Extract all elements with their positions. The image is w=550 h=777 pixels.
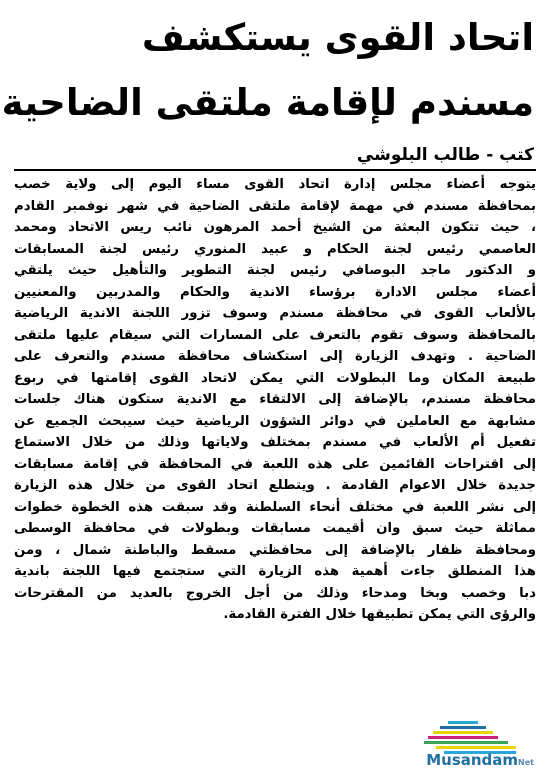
- body-line: والرؤى التي يمكن تطبيقها خلال الفترة القادمة.: [223, 607, 536, 622]
- body-line: ومحافظة ظفار بالإضافة إلى محافظتي مسقط والباطنة شمال ، ومن: [14, 542, 536, 558]
- body-line: مماثلة حيث سبق وان أقيمت مسابقات وبطولات في محافظة الوسطى: [14, 521, 536, 536]
- logo-stripe: [440, 726, 486, 729]
- body-line: بالمحافظة وسوف تقوم بالتعرف على المسارات التي سيقام عليها ملتقى: [14, 327, 536, 343]
- body-line: الضاحية . وتهدف الزيارة إلى استكشاف محافظة مسندم والتعرف على: [14, 349, 536, 364]
- logo-suffix: Net: [518, 758, 534, 767]
- headline-line-1: اتحاد القوى يستكشف: [141, 16, 534, 59]
- body-line: إلى اقتراحات القائمين على هذه اللعبة في المحافظة في إقامة مسابقات: [14, 456, 536, 472]
- body-line: بالألعاب القوى في محافظة مسندم وسوف تزور اللجنة الاندية الرياضية: [14, 306, 536, 321]
- byline: كتب - طالب البلوشي: [356, 145, 534, 165]
- logo-stripe: [428, 736, 498, 739]
- body-line: إلى نشر اللعبة في مختلف أنحاء السلطنة وقد سبقت هذه الخطوة خطوات: [14, 499, 536, 515]
- body-line: طبيعة المكان وما البطولات التي يمكن لاتحاد القوى إقامتها في ربوع: [14, 370, 536, 386]
- body-line: يتوجه أعضاء مجلس إدارة اتحاد القوى مساء اليوم إلى ولاية خصب: [14, 177, 536, 192]
- body-line: مشابهة مع العاملين في دوائر الشؤون الرياضية حيث سيبحث الجميع عن: [14, 413, 536, 429]
- body-line: العاصمي رئيس لجنة الحكام و عبيد المنوري رئيس لجنة المسابقات: [14, 241, 536, 257]
- body-line: تفعيل أم الألعاب في مسندم بمختلف ولاياتها وذلك من خلال الاستماع: [14, 435, 536, 450]
- body-line: جديدة خلال الاعوام القادمة . ويتطلع اتحاد القوى من خلال هذه الزيارة: [14, 478, 536, 493]
- body-line: دبا وخصب وبخا ومدحاء وذلك من أجل الخروج بالعديد من المقترحات: [14, 585, 536, 601]
- logo-stripe: [433, 731, 493, 734]
- byline-divider: [14, 169, 536, 171]
- body-line: هذا المنطلق جاءت أهمية هذه الزيارة التي ستجتمع فيها اللجنة باندية: [14, 564, 536, 579]
- body-line: بمحافظة مسندم في مهمة لإقامة ملتقى الضاحية في شهر نوفمبر القادم: [14, 198, 536, 214]
- body-line: محافظة مسندم، بالإضافة إلى الالتقاء مع الاندية ستكون هناك جلسات: [14, 392, 536, 407]
- body-line: ، حيث تتكون البعثة من الشيخ أحمد المرهون نائب ريس الاتحاد ومحمد: [14, 220, 536, 235]
- body-line: و الدكتور ماجد البوصافي رئيس لجنة التطوير والتأهيل حيث يلتقي: [14, 263, 536, 278]
- logo-wordmark: MusandamNet: [426, 751, 534, 769]
- headline-line-2: مسندم لإقامة ملتقى الضاحية: [1, 81, 534, 124]
- musandam-logo: [378, 713, 538, 771]
- logo-stripe: [436, 746, 516, 749]
- logo-stripe: [448, 721, 478, 724]
- article-body: [14, 174, 536, 626]
- logo-stripe: [424, 741, 508, 744]
- body-line: أعضاء مجلس الادارة برؤساء الاندية والحكام والمدربين والمعنيين: [14, 284, 536, 300]
